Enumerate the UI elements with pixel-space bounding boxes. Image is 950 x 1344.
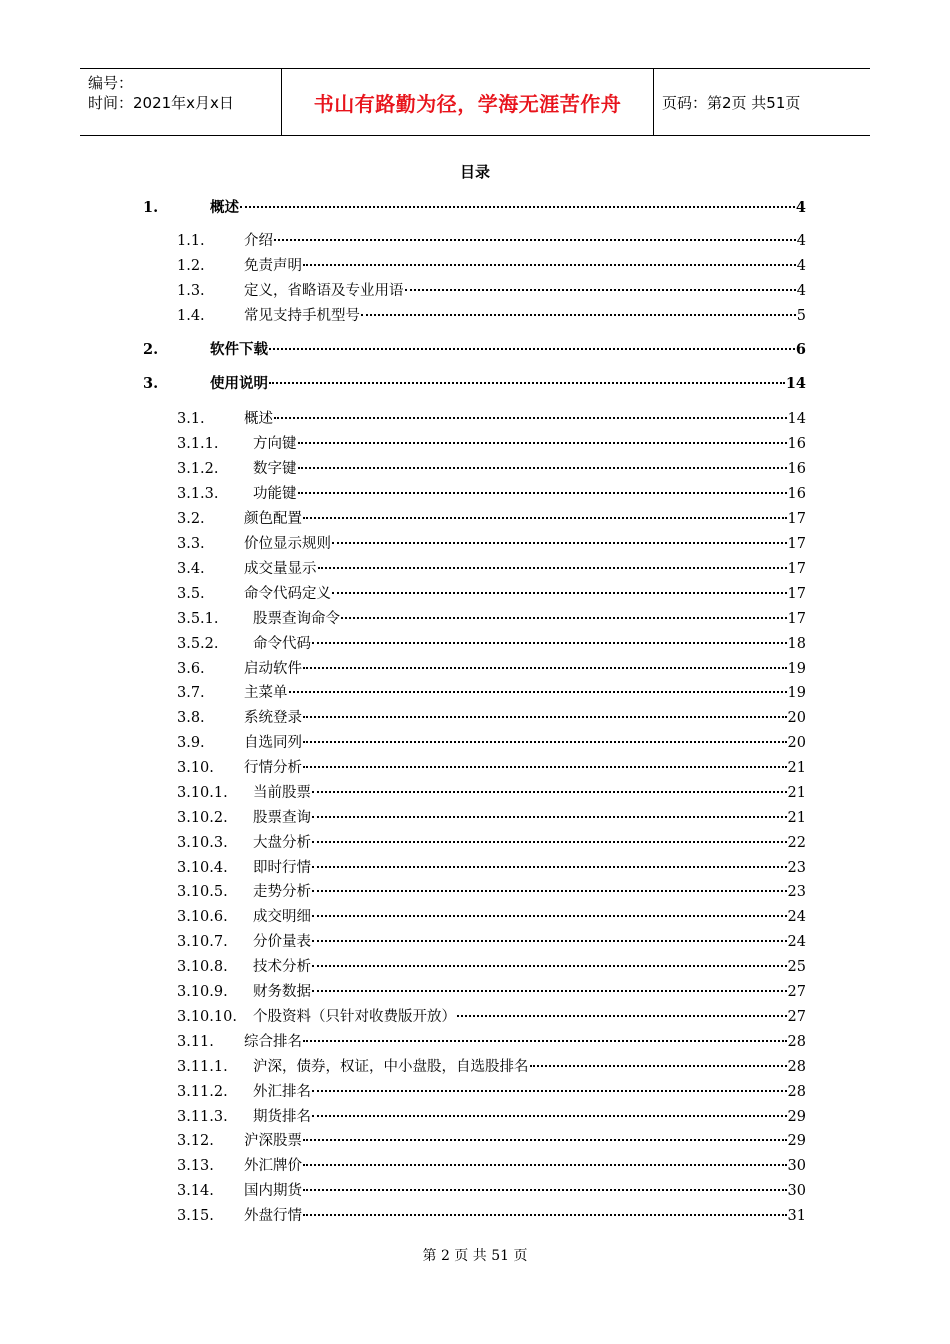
toc-entry-number: 1.1. <box>177 233 205 249</box>
toc-entry[interactable] <box>177 633 806 655</box>
toc-entry-page: 16 <box>787 461 806 477</box>
toc-entry-page: 22 <box>787 835 806 851</box>
toc-entry-page: 19 <box>787 685 806 701</box>
toc-dot-leader <box>332 592 787 594</box>
toc-entry-number: 1.2. <box>177 258 205 274</box>
toc-entry-label: 当前股票 <box>253 785 311 801</box>
toc-dot-leader <box>303 766 787 768</box>
toc-entry-number: 3.11. <box>177 1034 214 1050</box>
toc-entry-page: 31 <box>787 1208 806 1224</box>
toc-entry-number: 3.10.8. <box>177 959 228 975</box>
toc-entry[interactable] <box>177 433 806 455</box>
toc-entry-page: 27 <box>787 1009 806 1025</box>
toc-entry-label: 沪深股票 <box>244 1133 302 1149</box>
toc-entry-number: 3.13. <box>177 1158 214 1174</box>
toc-entry[interactable] <box>177 881 806 903</box>
toc-entry[interactable] <box>177 707 806 729</box>
toc-entry-label: 技术分析 <box>253 959 311 975</box>
toc-entry-number: 3.1. <box>177 411 205 427</box>
toc-entry-page: 17 <box>787 561 806 577</box>
toc-entry-label: 股票查询命令 <box>253 611 340 627</box>
toc-entry-number: 3.10. <box>177 760 214 776</box>
toc-entry[interactable] <box>177 305 806 327</box>
toc-dot-leader <box>269 348 795 350</box>
toc-entry[interactable] <box>177 1130 806 1152</box>
toc-dot-leader <box>298 442 787 444</box>
toc-entry-label: 期货排名 <box>253 1109 311 1125</box>
toc-entry[interactable] <box>177 533 806 555</box>
toc-dot-leader <box>303 1189 787 1191</box>
toc-entry[interactable] <box>177 280 806 302</box>
toc-entry-label: 个股资料（只针对收费版开放） <box>253 1009 456 1025</box>
toc-entry-label: 主菜单 <box>244 685 288 701</box>
toc-entry-page: 27 <box>787 984 806 1000</box>
toc-entry[interactable] <box>177 807 806 829</box>
toc-entry[interactable] <box>177 956 806 978</box>
toc-entry-number: 3.2. <box>177 511 205 527</box>
toc-dot-leader <box>312 890 787 892</box>
toc-entry-number: 3.15. <box>177 1208 214 1224</box>
toc-entry-number: 3.8. <box>177 710 205 726</box>
toc-entry-label: 介绍 <box>244 233 273 249</box>
toc-dot-leader <box>312 990 787 992</box>
toc-entry[interactable] <box>177 1006 806 1028</box>
toc-entry-number: 3.10.2. <box>177 810 228 826</box>
toc-dot-leader <box>318 567 787 569</box>
page-header <box>80 68 870 136</box>
toc-entry[interactable] <box>177 832 806 854</box>
toc-dot-leader <box>303 517 787 519</box>
toc-entry-page: 18 <box>787 636 806 652</box>
toc-dot-leader <box>312 965 787 967</box>
toc-entry-page: 21 <box>787 760 806 776</box>
toc-entry[interactable] <box>177 857 806 879</box>
toc-entry-number: 3.5.2. <box>177 636 219 652</box>
toc-entry-label: 走势分析 <box>253 884 311 900</box>
toc-entry-page: 17 <box>787 586 806 602</box>
toc-entry-label: 软件下载 <box>210 342 268 358</box>
toc-entry-number: 3.10.4. <box>177 860 228 876</box>
toc-entry-label: 系统登录 <box>244 710 302 726</box>
toc-entry-page: 4 <box>796 233 806 249</box>
toc-dot-leader <box>312 791 787 793</box>
toc-dot-leader <box>303 1040 787 1042</box>
toc-entry-label: 颜色配置 <box>244 511 302 527</box>
toc-entry-page: 23 <box>787 860 806 876</box>
toc-entry-number: 3.10.9. <box>177 984 228 1000</box>
toc-dot-leader <box>530 1065 787 1067</box>
toc-dot-leader <box>312 816 787 818</box>
toc-entry-page: 28 <box>787 1084 806 1100</box>
toc-dot-leader <box>312 915 787 917</box>
toc-entry-label: 综合排名 <box>244 1034 302 1050</box>
toc-entry-label: 外汇牌价 <box>244 1158 302 1174</box>
toc-entry[interactable] <box>177 1031 806 1053</box>
toc-entry-page: 30 <box>787 1158 806 1174</box>
toc-dot-leader <box>312 1090 787 1092</box>
toc-dot-leader <box>457 1015 787 1017</box>
toc-entry[interactable] <box>177 230 806 252</box>
toc-entry[interactable] <box>177 1180 806 1202</box>
toc-entry-label: 即时行情 <box>253 860 311 876</box>
toc-dot-leader <box>303 1139 787 1141</box>
toc-entry-label: 方向键 <box>253 436 297 452</box>
toc-entry-number: 3.10.5. <box>177 884 228 900</box>
toc-dot-leader <box>312 940 787 942</box>
toc-dot-leader <box>269 382 785 384</box>
document-time: 时间：2021年x月x日 <box>88 94 234 112</box>
toc-entry[interactable] <box>177 931 806 953</box>
toc-entry-page: 21 <box>787 785 806 801</box>
toc-entry[interactable] <box>177 658 806 680</box>
toc-entry[interactable] <box>177 682 806 704</box>
toc-entry-page: 21 <box>787 810 806 826</box>
toc-entry-page: 4 <box>796 258 806 274</box>
toc-entry-number: 3.11.2. <box>177 1084 228 1100</box>
toc-entry[interactable] <box>177 732 806 754</box>
toc-entry-number: 3.14. <box>177 1183 214 1199</box>
toc-entry-label: 财务数据 <box>253 984 311 1000</box>
toc-entry-number: 3.5. <box>177 586 205 602</box>
toc-dot-leader <box>303 1164 787 1166</box>
toc-entry-label: 功能键 <box>253 486 297 502</box>
toc-dot-leader <box>341 617 787 619</box>
toc-entry[interactable] <box>177 255 806 277</box>
toc-entry-label: 分价量表 <box>253 934 311 950</box>
toc-entry-number: 3.4. <box>177 561 205 577</box>
toc-entry-label: 自选同列 <box>244 735 302 751</box>
toc-entry-number: 1.4. <box>177 308 205 324</box>
toc-entry-page: 24 <box>787 934 806 950</box>
toc-dot-leader <box>303 741 787 743</box>
toc-entry-page: 29 <box>787 1133 806 1149</box>
toc-entry-page: 24 <box>787 909 806 925</box>
toc-entry-number: 3.10.6. <box>177 909 228 925</box>
toc-entry[interactable] <box>177 608 806 630</box>
toc-dot-leader <box>298 492 787 494</box>
toc-entry-label: 命令代码定义 <box>244 586 331 602</box>
toc-entry[interactable] <box>177 508 806 530</box>
toc-dot-leader <box>303 264 796 266</box>
toc-entry-page: 16 <box>787 436 806 452</box>
toc-dot-leader <box>298 467 787 469</box>
toc-dot-leader <box>312 866 787 868</box>
toc-entry-page: 6 <box>795 341 806 358</box>
toc-dot-leader <box>332 542 787 544</box>
toc-entry-label: 大盘分析 <box>253 835 311 851</box>
toc-entry[interactable] <box>177 906 806 928</box>
toc-entry-number: 3. <box>143 375 159 392</box>
toc-entry-page: 30 <box>787 1183 806 1199</box>
toc-entry-page: 17 <box>787 536 806 552</box>
toc-entry[interactable] <box>143 197 806 219</box>
toc-entry-label: 启动软件 <box>244 661 302 677</box>
toc-title: 目录 <box>459 163 490 181</box>
toc-entry-number: 3.5.1. <box>177 611 219 627</box>
toc-entry-label: 行情分析 <box>244 760 302 776</box>
toc-entry[interactable] <box>177 1155 806 1177</box>
toc-dot-leader <box>303 716 787 718</box>
toc-entry-label: 股票查询 <box>253 810 311 826</box>
toc-entry-page: 29 <box>787 1109 806 1125</box>
toc-entry-number: 3.12. <box>177 1133 214 1149</box>
toc-entry-number: 3.3. <box>177 536 205 552</box>
toc-dot-leader <box>312 642 787 644</box>
toc-entry-label: 数字键 <box>253 461 297 477</box>
header-page-info: 页码：第2页 共51页 <box>662 93 801 112</box>
toc-entry[interactable] <box>177 408 806 430</box>
toc-entry[interactable] <box>177 757 806 779</box>
toc-dot-leader <box>361 314 796 316</box>
document-number: 编号： <box>88 74 134 92</box>
toc-entry[interactable] <box>177 458 806 480</box>
toc-entry-page: 4 <box>796 283 806 299</box>
toc-dot-leader <box>289 691 787 693</box>
toc-entry-page: 17 <box>787 611 806 627</box>
toc-entry[interactable] <box>143 373 806 395</box>
toc-entry[interactable] <box>177 782 806 804</box>
toc-dot-leader <box>303 1214 787 1216</box>
toc-entry-number: 3.6. <box>177 661 205 677</box>
toc-dot-leader <box>303 667 787 669</box>
toc-entry-page: 28 <box>787 1034 806 1050</box>
toc-entry-label: 成交量显示 <box>244 561 317 577</box>
toc-entry-number: 1.3. <box>177 283 205 299</box>
toc-entry-number: 3.10.1. <box>177 785 228 801</box>
toc-entry-label: 概述 <box>244 411 273 427</box>
toc-entry[interactable] <box>177 1081 806 1103</box>
toc-entry-number: 3.11.3. <box>177 1109 228 1125</box>
toc-entry-number: 3.11.1. <box>177 1059 228 1075</box>
toc-entry-page: 14 <box>787 411 806 427</box>
toc-entry-page: 20 <box>787 710 806 726</box>
toc-entry-label: 概述 <box>210 200 239 216</box>
toc-entry-number: 3.1.1. <box>177 436 219 452</box>
toc-entry-label: 沪深，债券，权证，中小盘股，自选股排名 <box>253 1059 529 1075</box>
toc-entry-label: 使用说明 <box>210 376 268 392</box>
toc-dot-leader <box>312 841 787 843</box>
toc-entry-number: 3.1.2. <box>177 461 219 477</box>
toc-entry-label: 价位显示规则 <box>244 536 331 552</box>
toc-entry-label: 免责声明 <box>244 258 302 274</box>
toc-entry[interactable] <box>143 339 806 361</box>
toc-dot-leader <box>240 206 795 208</box>
toc-entry-page: 20 <box>787 735 806 751</box>
page-footer: 第 2 页 共 51 页 <box>422 1248 528 1264</box>
toc-entry-label: 国内期货 <box>244 1183 302 1199</box>
header-meta <box>80 69 282 135</box>
toc-entry-label: 命令代码 <box>253 636 311 652</box>
toc-entry-page: 28 <box>787 1059 806 1075</box>
toc-entry-page: 19 <box>787 661 806 677</box>
toc-entry-label: 外汇排名 <box>253 1084 311 1100</box>
toc-dot-leader <box>274 417 787 419</box>
toc-entry-number: 3.10.7. <box>177 934 228 950</box>
toc-entry-number: 3.7. <box>177 685 205 701</box>
toc-entry-number: 3.9. <box>177 735 205 751</box>
toc-entry[interactable] <box>177 981 806 1003</box>
toc-entry-page: 16 <box>787 486 806 502</box>
toc-entry[interactable] <box>177 483 806 505</box>
toc-entry-label: 外盘行情 <box>244 1208 302 1224</box>
toc-dot-leader <box>312 1115 787 1117</box>
toc-entry-page: 25 <box>787 959 806 975</box>
toc-entry[interactable] <box>177 1205 806 1227</box>
toc-dot-leader <box>274 239 796 241</box>
toc-entry-page: 5 <box>796 308 806 324</box>
toc-entry-page: 4 <box>795 199 806 216</box>
toc-entry-number: 3.10.10. <box>177 1009 237 1025</box>
toc-entry-number: 3.1.3. <box>177 486 219 502</box>
toc-entry-page: 14 <box>785 375 806 392</box>
toc-dot-leader <box>405 289 796 291</box>
toc-entry-number: 1. <box>143 199 159 216</box>
toc-entry[interactable] <box>177 1106 806 1128</box>
toc-entry-label: 定义，省略语及专业用语 <box>244 283 404 299</box>
toc-entry[interactable] <box>177 1056 806 1078</box>
toc-entry[interactable] <box>177 583 806 605</box>
toc-entry-number: 3.10.3. <box>177 835 228 851</box>
toc-entry-label: 成交明细 <box>253 909 311 925</box>
header-motto: 书山有路勤为径，学海无涯苦作舟 <box>282 69 654 135</box>
toc-entry-page: 17 <box>787 511 806 527</box>
toc-entry-number: 2. <box>143 341 159 358</box>
toc-entry-label: 常见支持手机型号 <box>244 308 360 324</box>
toc-entry[interactable] <box>177 558 806 580</box>
toc-entry-page: 23 <box>787 884 806 900</box>
